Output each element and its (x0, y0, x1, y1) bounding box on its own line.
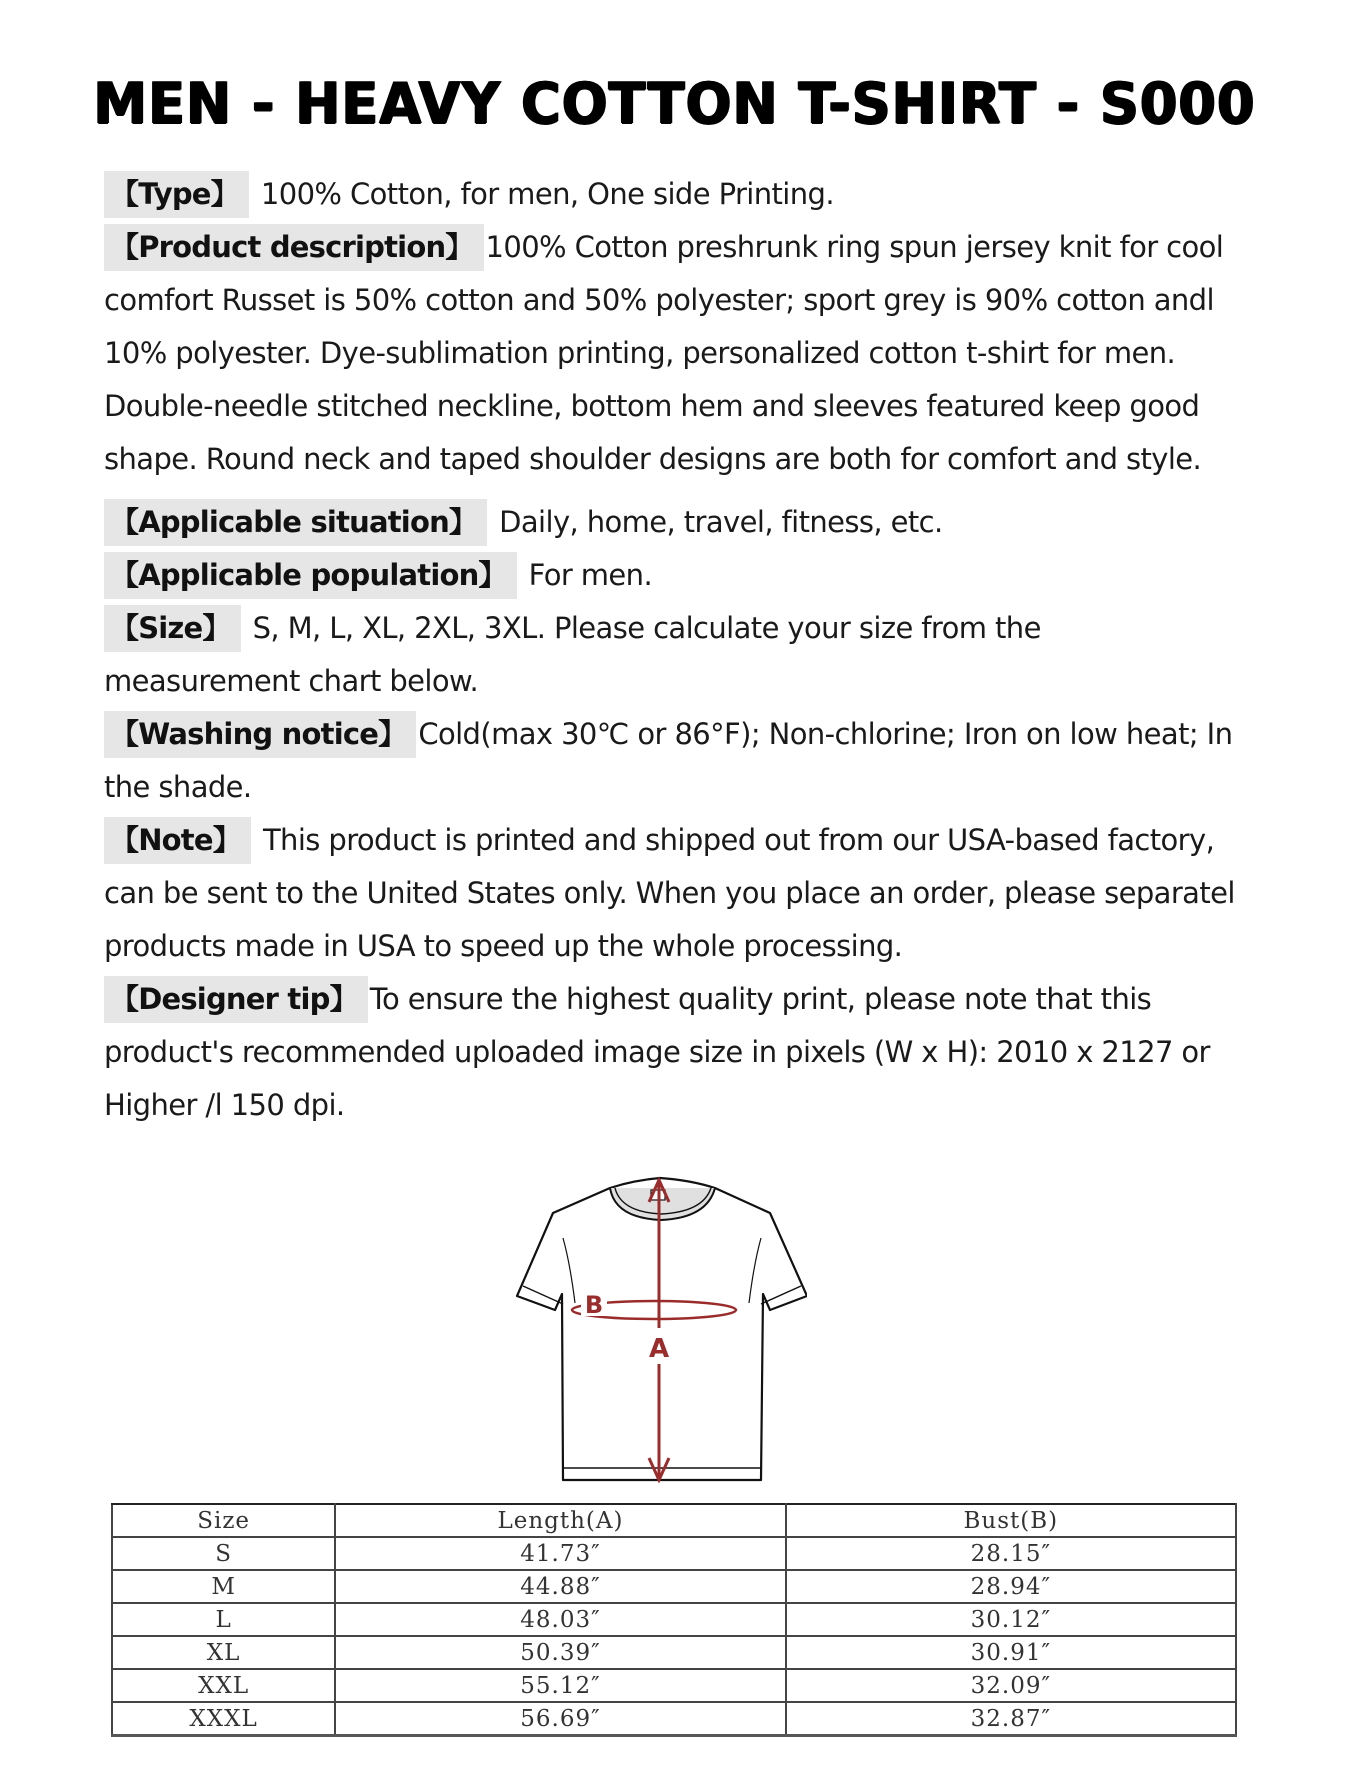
page-title: MEN - HEAVY COTTON T-SHIRT - S000 (93, 70, 1256, 137)
cell-bust: 28.94″ (786, 1570, 1236, 1603)
header-bust: Bust(B) (786, 1504, 1236, 1537)
designer-tip-section (104, 973, 1244, 1132)
tshirt-icon (515, 1168, 807, 1484)
description-section (104, 221, 1244, 486)
population-label: 【Applicable population】 (104, 552, 517, 599)
cell-size: XXXL (112, 1702, 335, 1736)
note-section (104, 814, 1244, 973)
table-row (112, 1570, 1236, 1603)
designer-tip-text: To ensure the highest quality print, please note that this product's recommended uploaded image size in pixels (W x H): 2010 x 2127 or Higher /l 150 dpi. (104, 982, 1210, 1122)
type-section (104, 168, 1244, 221)
size-chart-table (111, 1503, 1237, 1737)
cell-size: M (112, 1570, 335, 1603)
table-row (112, 1603, 1236, 1636)
designer-tip-label: 【Designer tip】 (104, 976, 368, 1023)
situation-label: 【Applicable situation】 (104, 499, 487, 546)
table-row (112, 1537, 1236, 1570)
cell-length: 48.03″ (335, 1603, 785, 1636)
table-row (112, 1669, 1236, 1702)
cell-size: S (112, 1537, 335, 1570)
cell-length: 56.69″ (335, 1702, 785, 1736)
table-row (112, 1636, 1236, 1669)
note-text: This product is printed and shipped out from our USA-based factory, can be sent to the United States only. When you place an order, please separatel products made in USA to speed up the whole processing. (104, 823, 1235, 963)
size-label: 【Size】 (104, 605, 241, 652)
washing-text: Cold(max 30℃ or 86°F); Non-chlorine; Iron on low heat; In the shade. (104, 717, 1233, 804)
washing-section (104, 708, 1244, 814)
label-b: B (584, 1291, 604, 1319)
cell-length: 55.12″ (335, 1669, 785, 1702)
cell-bust: 32.09″ (786, 1669, 1236, 1702)
label-a: A (648, 1334, 670, 1364)
description-label: 【Product description】 (104, 224, 484, 271)
situation-section (104, 496, 1244, 549)
cell-bust: 28.15″ (786, 1537, 1236, 1570)
tshirt-measurement-diagram (515, 1168, 807, 1484)
note-label: 【Note】 (104, 817, 251, 864)
cell-size: L (112, 1603, 335, 1636)
cell-length: 44.88″ (335, 1570, 785, 1603)
situation-text: Daily, home, travel, fitness, etc. (499, 505, 943, 539)
cell-bust: 30.91″ (786, 1636, 1236, 1669)
type-text: 100% Cotton, for men, One side Printing. (260, 177, 834, 211)
size-text: S, M, L, XL, 2XL, 3XL. Please calculate your size from the measurement chart below. (104, 611, 1041, 698)
table-header-row (112, 1504, 1236, 1537)
cell-size: XL (112, 1636, 335, 1669)
cell-bust: 30.12″ (786, 1603, 1236, 1636)
table-row (112, 1702, 1236, 1736)
type-label: 【Type】 (104, 171, 249, 218)
cell-length: 50.39″ (335, 1636, 785, 1669)
header-length: Length(A) (335, 1504, 785, 1537)
population-section (104, 549, 1244, 602)
header-size: Size (112, 1504, 335, 1537)
population-text: For men. (528, 558, 653, 592)
cell-size: XXL (112, 1669, 335, 1702)
washing-label: 【Washing notice】 (104, 711, 416, 758)
size-section (104, 602, 1244, 708)
cell-bust: 32.87″ (786, 1702, 1236, 1736)
product-details (104, 168, 1244, 1132)
cell-length: 41.73″ (335, 1537, 785, 1570)
description-text: 100% Cotton preshrunk ring spun jersey knit for cool comfort Russet is 50% cotton and 50% polyester; sport grey is 90% cotton andl 10% polyester. Dye-sublimation printing, personalized cotton t-shirt for men. Double-needle stitched neckline, bottom hem and sleeves featured keep good shape. Round neck and taped shoulder designs are both for comfort and style. (104, 230, 1224, 476)
